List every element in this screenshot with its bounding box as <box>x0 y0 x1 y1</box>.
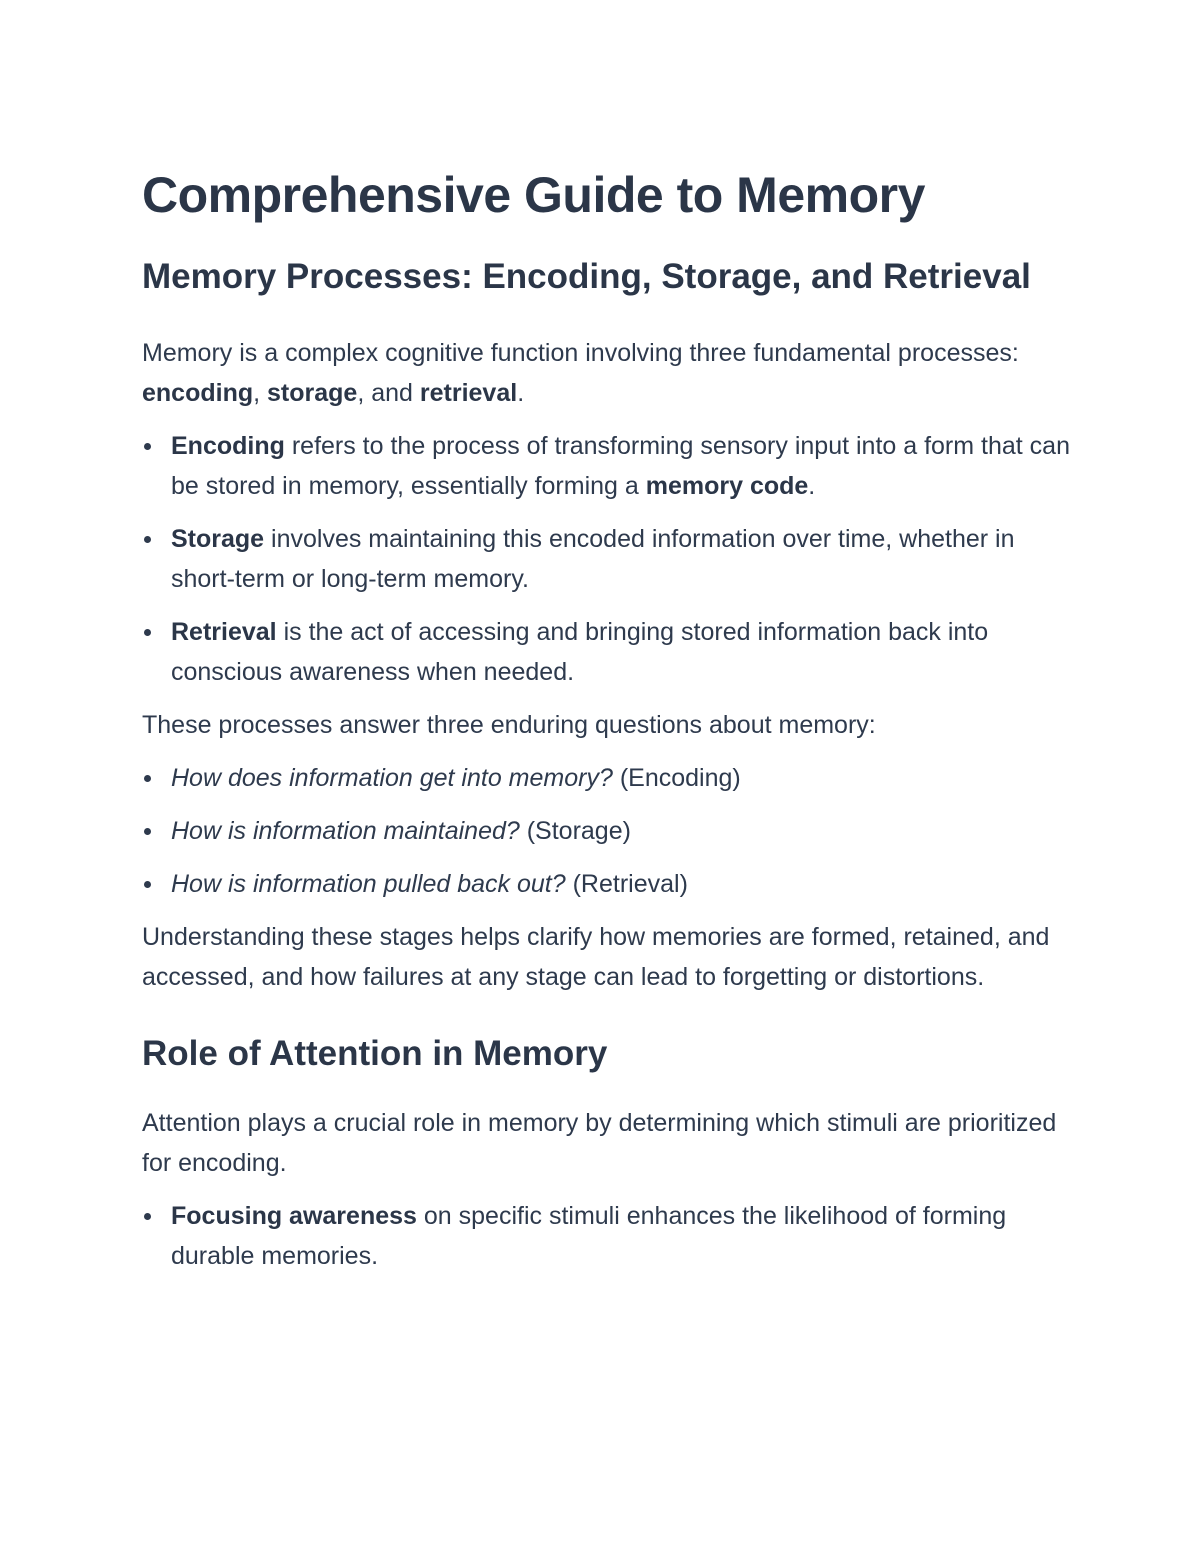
bullet-icon <box>144 775 151 782</box>
intro-paragraph <box>142 333 1072 413</box>
document-title: Comprehensive Guide to Memory <box>142 167 925 223</box>
list-item <box>142 519 1072 599</box>
question-answer: (Storage) <box>519 817 631 845</box>
bullet-icon <box>144 881 151 888</box>
list-item-text: involves maintaining this encoded information over time, whether in short-term or long-term memory. <box>171 525 1015 593</box>
list-item-term: Storage <box>171 525 265 553</box>
list-item-term: Retrieval <box>171 618 277 646</box>
list-item-term: Focusing awareness <box>171 1202 417 1230</box>
question-text: How does information get into memory? <box>171 764 613 792</box>
term-storage: storage <box>267 379 358 407</box>
section-heading-memory-processes: Memory Processes: Encoding, Storage, and Retrieval <box>142 257 1031 296</box>
intro-text: Memory is a complex cognitive function involving three fundamental processes: <box>142 339 1019 367</box>
list-item <box>142 758 1072 798</box>
question-text: How is information maintained? <box>171 817 520 845</box>
document-page <box>142 162 1072 1276</box>
list-item-end: . <box>808 472 816 500</box>
list-item <box>142 612 1072 692</box>
intro-end: . <box>517 379 525 407</box>
process-list <box>142 426 1072 692</box>
list-item <box>142 426 1072 506</box>
questions-intro: These processes answer three enduring questions about memory: <box>142 711 876 739</box>
bullet-icon <box>144 828 151 835</box>
list-item <box>142 864 1072 904</box>
section-heading-attention: Role of Attention in Memory <box>142 1034 608 1073</box>
questions-list <box>142 758 1072 904</box>
term-retrieval: retrieval <box>419 379 518 407</box>
list-item <box>142 811 1072 851</box>
intro-sep: , <box>253 379 268 407</box>
list-item-term: Encoding <box>171 432 285 460</box>
term-encoding: encoding <box>142 379 254 407</box>
intro-sep: , and <box>357 379 420 407</box>
list-item-text: on specific stimuli enhances the likelihood of forming durable memories. <box>171 1202 1007 1270</box>
question-text: How is information pulled back out? <box>171 870 566 898</box>
list-item-text: is the act of accessing and bringing stored information back into conscious awareness when needed. <box>171 618 989 686</box>
list-item-term: memory code <box>645 472 809 500</box>
bullet-icon <box>144 1213 151 1220</box>
bullet-icon <box>144 443 151 450</box>
list-item <box>142 1196 1072 1276</box>
bullet-icon <box>144 629 151 636</box>
question-answer: (Retrieval) <box>565 870 688 898</box>
bullet-icon <box>144 536 151 543</box>
question-answer: (Encoding) <box>612 764 741 792</box>
attention-intro: Attention plays a crucial role in memory by determining which stimuli are prioritized for encoding. <box>142 1109 1057 1177</box>
list-item-text: refers to the process of transforming sensory input into a form that can be stored in memory, essentially forming a <box>171 432 1070 500</box>
conclusion-paragraph: Understanding these stages helps clarify how memories are formed, retained, and accessed, and how failures at any stage can lead to forgetting or distortions. <box>142 923 1050 991</box>
attention-list <box>142 1196 1072 1276</box>
